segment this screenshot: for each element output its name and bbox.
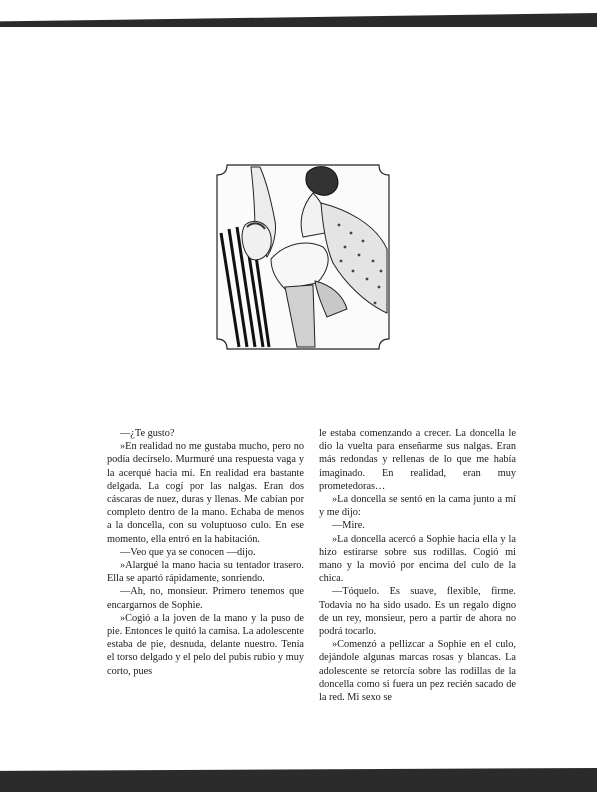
paragraph: —Ah, no, monsieur. Primero tenemos que encargarnos de Sophie. [107, 586, 304, 611]
paragraph: —Veo que ya se conocen —dijo. [120, 546, 256, 558]
kneeling-figure [242, 221, 271, 259]
paragraph: »La doncella acercó a Sophie hacia ella y la hizo estirarse sobre sus rodillas. Cogió mi mano y la movió por encima del culo de la chica. [319, 533, 516, 585]
paragraph-continued: le estaba comenzando a crecer. La doncella le dio la vuelta para enseñarme sus nalgas. Eran más redondas y rellenas de lo que me había imaginado. En realidad, eran muy prometedoras… [319, 428, 516, 492]
paragraph: »Comenzó a pellizcar a Sophie en el culo, dejándole algunas marcas rosas y blancas. La adolescente se retorcía sobre las rodillas de la doncella como si fuera un pez recién sacado de la red. Mi sexo se [319, 639, 516, 704]
paragraph: »Cogió a la joven de la mano y la puso de pie. Entonces le quitó la camisa. La adolescente estaba de pie, desnuda, delante nuestro. Tenía el torso delgado y el pelo del pubis rubio y muy corto, pues [107, 612, 304, 677]
text-column-right [319, 427, 516, 704]
paragraph: »Alargué la mano hacia su tentador trasero. Ella se apartó rápidamente, sonriendo. [107, 560, 304, 585]
text-column-left [107, 427, 304, 678]
paragraph: »En realidad no me gustaba mucho, pero no podía decírselo. Murmuré una respuesta vaga y la acerqué hacia mí. En realidad era bastante delgada. La cogí por las nalgas. Eran dos cáscaras de nuez, duras y llenas. Me cabían por completo dentro de la mano. Echaba de menos a la doncella, con su voluptuoso culo. En ese momento, ella entró en la habitación. [107, 441, 304, 545]
paragraph: »La doncella se sentó en la cama junto a mí y me dijo: [319, 494, 516, 519]
paragraph: —Tóquelo. Es suave, flexible, firme. Todavía no ha sido usado. Es un regalo digno de un rey, monsieur, pero a partir de ahora no podrá tocarlo. [319, 586, 516, 638]
paragraph: —¿Te gusto? [120, 428, 175, 439]
bottom-page-bar [0, 768, 597, 792]
top-page-bar [0, 13, 597, 27]
paragraph: —Mire. [332, 520, 365, 532]
ink-illustration [215, 163, 391, 351]
